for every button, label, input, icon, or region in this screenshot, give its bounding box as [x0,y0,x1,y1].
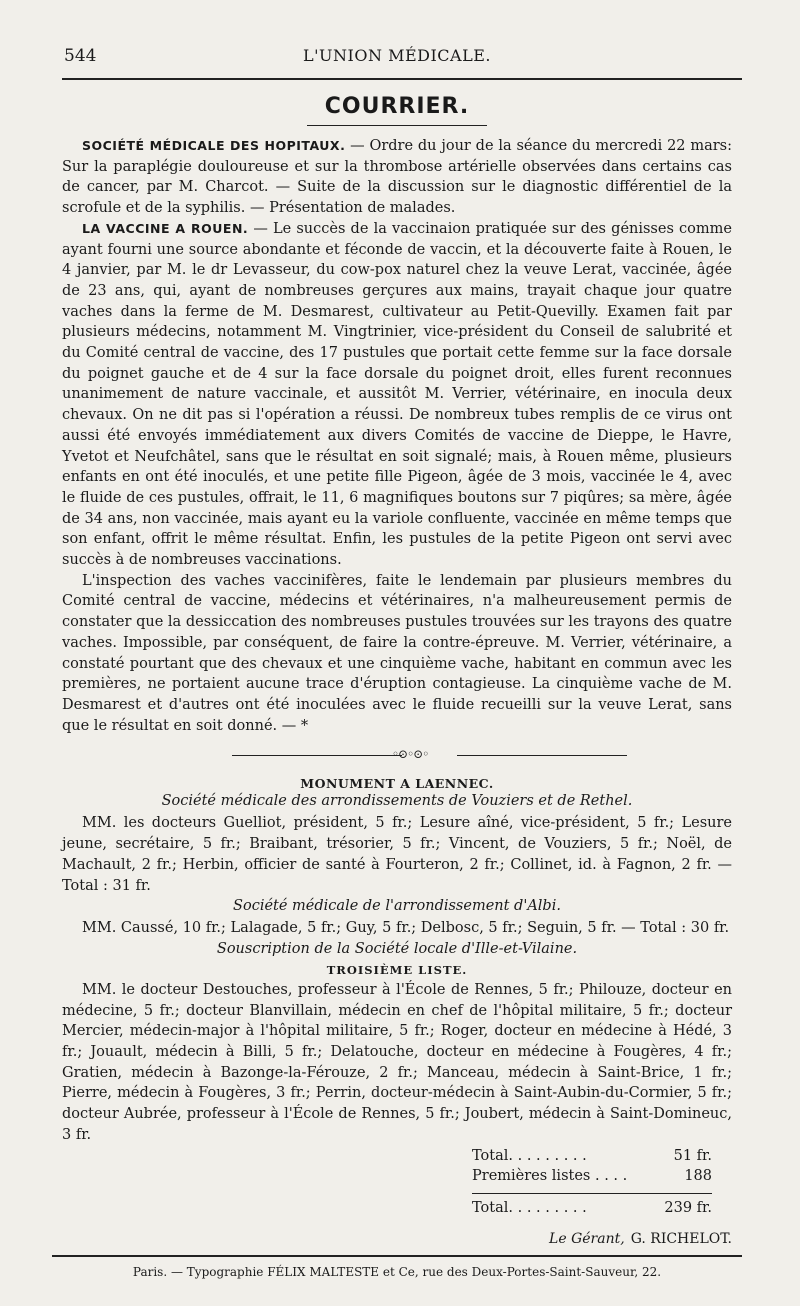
society-title-ille-et-vilaine: Souscription de la Société locale d'Ille-et-Vilaine. [216,940,578,957]
page-header [62,40,732,70]
printer-imprint: Paris. — Typographie FÉLIX MALTESTE et Ce, rue des Deux-Portes-Saint-Sauveur, 22. [132,1264,662,1279]
subscribers-ille-et-vilaine: MM. le docteur Destouches, professeur à l'École de Rennes, 5 fr.; Philouze, docteur en médecine, 5 fr.; docteur Blanvillain, médecin en chef de l'hôpital militaire, 5 fr.; docteur Mercier, médecin-major à l'hôpital militaire, 5 fr.; Roger, docteur en médecine à Hédé, 3 fr.; Jouault, médecin à Billi, 5 fr.; Delatouche, docteur en médecine à Fougères, 4 fr.; Gratien, médecin à Bazonge-la-Férouze, 2 fr.; Manceau, médecin à Saint-Brice, 1 fr.; Pierre, médecin à Fougères, 3 fr.; Perrin, docteur-médecin à Saint-Aubin-du-Cormier, 5 fr.; docteur Aubrée, professeur à l'École de Rennes, 5 fr.; Joubert, médecin à Saint-Domineuc, 3 fr. [62,981,732,1143]
total-label: Total. . . . . . . . . [472,1147,587,1164]
paragraph-hopitaux [62,136,732,219]
totals-rule [472,1193,712,1194]
total-label: Premières listes . . . . [472,1168,628,1185]
total-row [472,1166,712,1187]
total-row [472,1198,712,1219]
gerant-signature [62,1231,732,1247]
totals-block [472,1146,712,1219]
paragraph-body: — Ordre du jour de la séance du mercredi 22 mars: Sur la paraplégie douloureuse et sur la thrombose artérielle observées dans certains cas de cancer, par M. Charcot. — Suite de la discussion sur le diagnostic différentiel de la scrofule et de la syphilis. — Présentation de malades. [62,138,732,217]
running-title: L'UNION MÉDICALE. [303,46,491,65]
paragraph-inspection: L'inspection des vaches vaccinifères, faite le lendemain par plusieurs membres du Comité central de vaccine, médecins et vétérinaires, n'a malheureusement permis de constater que la dessiccation des nombreuses pustules trouvées sur les trayons des quatre vaches. Impossible, par conséquent, de faire la contre-épreuve. M. Verrier, vétérinaire, a constaté pourtant que des chevaux et une cinquième vache, habitant en commun avec les premières, ne portaient aucune trace d'éruption contagieuse. La cinquième vache de M. Desmarest et d'autres ont été inoculées avec le fluide recueilli sur la veuve Lerat, sans que le résultat en soit donné. — * [62,572,732,734]
gerant-name: G. RICHELOT. [630,1230,732,1247]
section-title-rule [307,125,487,126]
ornament-glyph: ◦⊙◦⊙◦ [392,747,429,762]
subscribers-vouziers: MM. les docteurs Guelliot, président, 5 fr.; Lesure aîné, vice-président, 5 fr.; Lesure jeune, secrétaire, 5 fr.; Braibant, trésorier, 5 fr.; Vincent, de Vouziers, 5 fr.; Noël, de Machault, 2 fr.; Herbin, officier de santé à Fourteron, 2 fr.; Collinet, id. à Fagnon, 2 fr. — Total : 31 fr. [62,815,732,894]
list-subtitle: TROISIÈME LISTE. [326,962,468,977]
divider-line [457,755,627,756]
total-row [472,1146,712,1167]
total-value: 239 fr. [664,1199,712,1216]
total-value: 188 [684,1168,712,1185]
paragraph-lead: LA VACCINE A ROUEN. [82,220,249,236]
society-title-albi: Société médicale de l'arrondissement d'Albi. [233,898,561,915]
monument-title: MONUMENT A LAENNEC. [300,776,494,792]
gerant-label: Le Gérant, [549,1230,625,1247]
paragraph-body: — Le succès de la vaccinaion pratiquée sur des génisses comme ayant fourni une source abondante et féconde de vaccin, et la découverte faite à Rouen, le 4 janvier, par M. le dr Levasseur, du cow-pox naturel chez la veuve Lerat, vaccinée, âgée de 23 ans, qui, ayant de nombreuses gerçures aux mains, trayait chaque jour quatre vaches dans la ferme de M. Desmarest, cultivateur au Petit-Quevilly. Examen fait par plusieurs médecins, notamment M. Vingtrinier, vice-président du Conseil de salubrité et du Comité central de vaccine, des 17 pustules que portait cette femme sur la face dorsale du poignet gauche et de 4 sur la face dorsale du poignet droit, elles furent reconnues unanimement de nature vaccinale, et aussitôt M. Verrier, vétérinaire, en inocula deux chevaux. On ne dit pas si l'opération a réussi. De nombreux tubes remplis de ce virus ont aussi été envoyés immédiatement aux divers Comités de vaccine de Dieppe, le Havre, Yvetot et Neufchâtel, sans que le résultat en soit signalé; mais, à Rouen même, plusieurs enfants en ont été inoculés, et une petite fille Pigeon, âgée de 3 mois, vaccinée le 4, avec le fluide de ces pustules, offrait, le 11, 6 magnifiques boutons sur 7 piqûres; sa mère, âgée de 34 ans, non vaccinée, mais ayant eu la variole confluente, vaccinée en même temps que son enfant, offrit le même résultat. Enfin, les pustules de la petite Pigeon ont servi avec succès à de nombreuses vaccinations. [62,220,732,569]
paragraph-lead: SOCIÉTÉ MÉDICALE DES HOPITAUX. [82,138,346,153]
header-rule [62,78,742,80]
footer-rule [52,1255,742,1257]
journal-page [62,40,732,1279]
total-label: Total. . . . . . . . . [472,1199,587,1216]
page-number: 544 [64,46,97,66]
subscribers-albi: MM. Caussé, 10 fr.; Lalagade, 5 fr.; Guy, 5 fr.; Delbosc, 5 fr.; Seguin, 5 fr. — Total : 30 fr. [82,920,730,937]
paragraph-vaccine [62,219,732,571]
divider-line [232,755,402,756]
ornament-divider [62,744,732,768]
society-title-vouziers: Société médicale des arrondissements de Vouziers et de Rethel. [161,793,633,810]
section-title: COURRIER. [324,94,470,119]
total-value: 51 fr. [673,1147,712,1164]
